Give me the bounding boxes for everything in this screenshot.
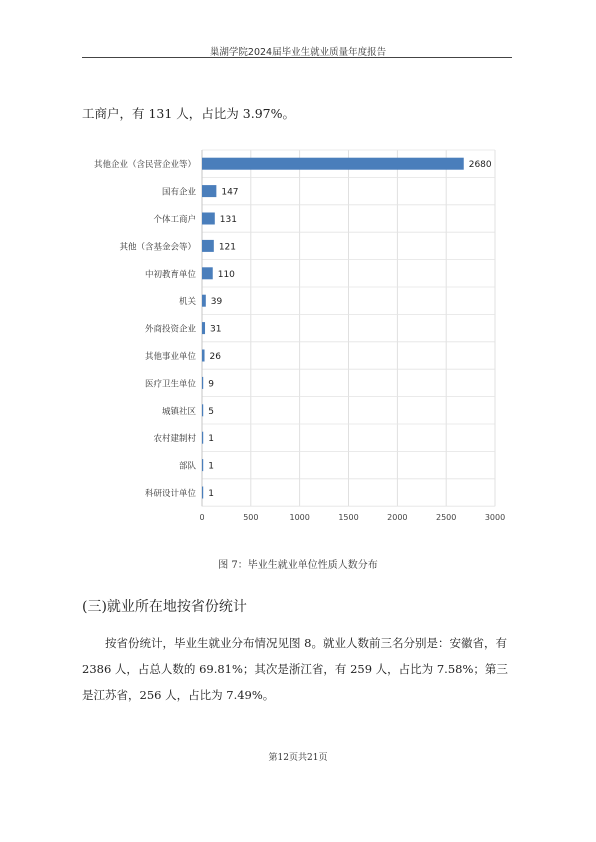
category-label: 农村建制村 (153, 434, 196, 445)
figure-caption: 图 7：毕业生就业单位性质人数分布 (218, 560, 378, 571)
category-label: 国有企业 (161, 187, 196, 198)
x-tick-label: 3000 (484, 513, 506, 523)
category-label: 城镇社区 (161, 406, 196, 417)
x-tick-label: 1000 (289, 513, 310, 523)
labels-layer (94, 159, 492, 499)
bar-value-label: 5 (208, 406, 214, 417)
bar-value-label: 39 (210, 297, 223, 308)
bar-3 (202, 240, 214, 252)
category-label: 科研设计单位 (144, 489, 196, 499)
x-tick-label: 0 (199, 513, 205, 523)
bar-value-label: 131 (219, 215, 237, 225)
bar-9 (202, 404, 203, 416)
page-footer: 第12页共21页 (268, 753, 328, 763)
bar-value-label: 1 (208, 461, 214, 472)
header-rule (82, 57, 512, 58)
section-title: (三)就业所在地按省份统计 (82, 599, 247, 615)
paragraph-top: 工商户，有 131 人，占比为 3.97%。 (82, 106, 295, 121)
bar-8 (202, 377, 203, 389)
category-label: 其他（含基金会等） (119, 242, 196, 253)
bar-0 (202, 158, 464, 170)
bar-11 (202, 459, 203, 471)
category-label: 其他企业（含民营企业等） (93, 160, 196, 171)
bar-value-label: 110 (217, 269, 235, 280)
bar-value-label: 147 (221, 187, 239, 198)
category-label: 机关 (178, 297, 196, 308)
bar-12 (202, 487, 203, 499)
category-label: 外商投资企业 (144, 324, 196, 335)
bar-2 (202, 213, 215, 225)
category-label: 个体工商户 (153, 215, 196, 225)
category-label: 其他事业单位 (144, 352, 196, 362)
bar-value-label: 121 (218, 242, 237, 253)
bar-value-label: 31 (210, 324, 222, 335)
x-tick-label: 2500 (435, 513, 457, 523)
bar-value-label: 9 (208, 379, 214, 390)
bar-value-label: 26 (209, 352, 221, 362)
bar-value-label: 1 (208, 489, 214, 499)
bar-4 (202, 267, 213, 279)
ticks-layer (199, 513, 505, 522)
bar-5 (202, 295, 206, 307)
body-paragraph: 按省份统计，毕业生就业分布情况见图 8。就业人数前三名分别是：安徽省，有 2386 人，占总人数的 69.81%；其次是浙江省，有 259 人，占比为 7.58%；第三是江苏省，256 人，占比为 7.49%。 (82, 636, 508, 702)
bars-layer (202, 158, 464, 499)
category-label: 中初教育单位 (144, 269, 196, 280)
x-tick-label: 1500 (338, 513, 359, 523)
bar-6 (202, 322, 205, 334)
bar-chart (60, 140, 540, 535)
bar-1 (202, 185, 216, 197)
bar-10 (202, 432, 203, 444)
bar-7 (202, 350, 205, 362)
x-tick-label: 2000 (387, 513, 408, 523)
x-tick-label: 500 (243, 513, 259, 523)
category-label: 医疗卫生单位 (144, 379, 196, 390)
category-label: 部队 (178, 461, 196, 472)
grid-layer (202, 150, 495, 506)
header-title: 巢湖学院2024届毕业生就业质量年度报告 (209, 47, 387, 58)
bar-value-label: 1 (208, 434, 214, 445)
bar-value-label: 2680 (468, 160, 492, 171)
